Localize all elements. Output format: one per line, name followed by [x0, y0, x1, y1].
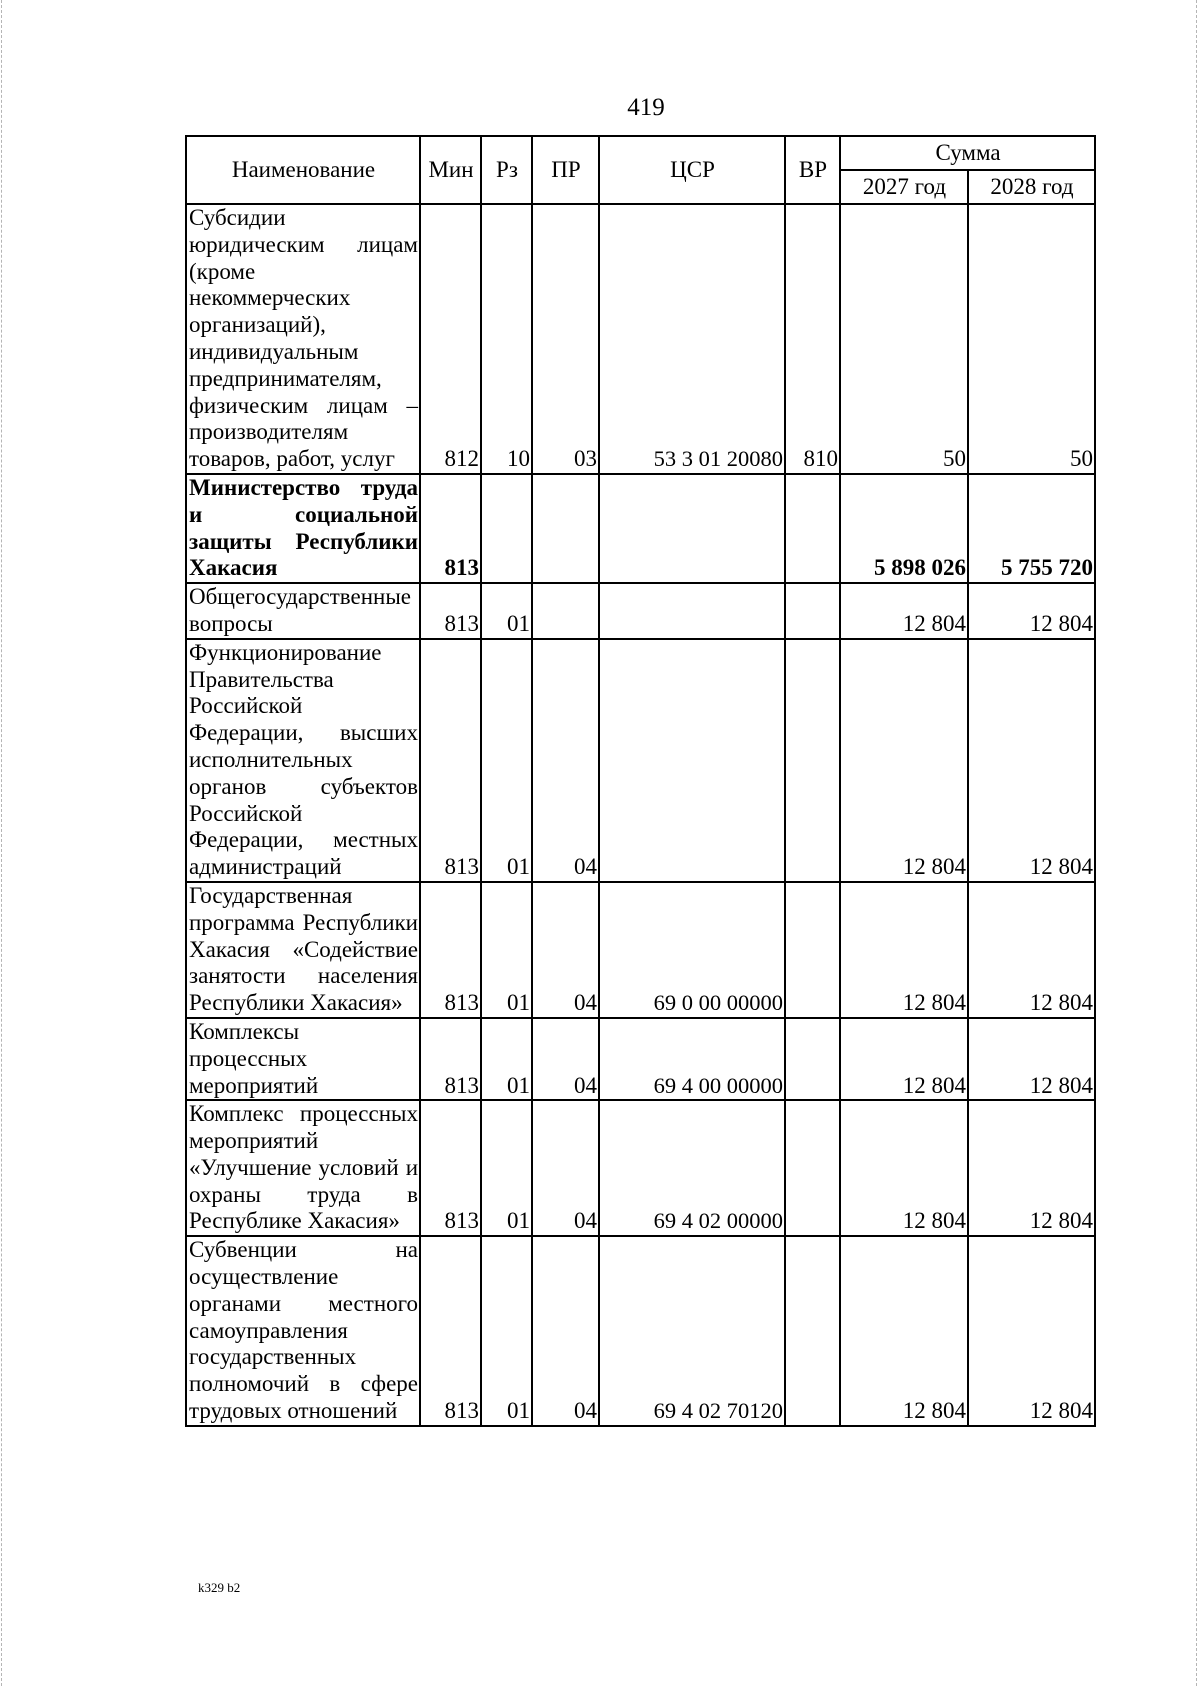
row-min: 812: [420, 204, 481, 474]
row-vr: [785, 639, 840, 882]
row-name: Комплексы процессных мероприятий: [186, 1018, 420, 1100]
row-2027: 50: [840, 204, 968, 474]
header-rz: Рз: [481, 136, 532, 204]
footer-document-code: k329 b2: [198, 1580, 241, 1595]
header-name: Наименование: [186, 136, 420, 204]
header-min: Мин: [420, 136, 481, 204]
table-row: [186, 639, 1095, 882]
row-rz: [481, 474, 532, 583]
row-2028: 12 804: [968, 1236, 1095, 1426]
table-header-row: [186, 136, 1095, 170]
row-2028: 12 804: [968, 882, 1095, 1018]
row-rz: 01: [481, 1100, 532, 1236]
row-vr: 810: [785, 204, 840, 474]
row-name: Государственная программа Республики Хакасия «Содействие занятости населения Республики Хакасия»: [186, 882, 420, 1018]
row-rz: 01: [481, 639, 532, 882]
row-2027: 5 898 026: [840, 474, 968, 583]
table-row: [186, 882, 1095, 1018]
table-row: [186, 204, 1095, 474]
table-row: [186, 1018, 1095, 1100]
row-name: Субвенции на осуществление органами местного самоуправления государственных полномочий в сфере трудовых отношений: [186, 1236, 420, 1426]
row-csr: 69 4 02 00000: [599, 1100, 785, 1236]
row-min: 813: [420, 639, 481, 882]
header-pr: ПР: [532, 136, 599, 204]
row-pr: [532, 474, 599, 583]
row-2028: 50: [968, 204, 1095, 474]
row-2027: 12 804: [840, 639, 968, 882]
row-pr: 04: [532, 882, 599, 1018]
row-rz: 01: [481, 882, 532, 1018]
row-min: 813: [420, 882, 481, 1018]
header-vr: ВР: [785, 136, 840, 204]
header-sum: Сумма: [840, 136, 1095, 170]
header-2028: 2028 год: [968, 170, 1095, 204]
row-name: Субсидии юридическим лицам (кроме некоммерческих организаций), индивидуальным предпринимателям, физическим лицам – производителям товаров, работ, услуг: [186, 204, 420, 474]
row-2028: 12 804: [968, 639, 1095, 882]
page-edge-left: [1, 0, 2, 1686]
table-row: [186, 1100, 1095, 1236]
row-2027: 12 804: [840, 882, 968, 1018]
row-pr: 04: [532, 1100, 599, 1236]
row-min: 813: [420, 474, 481, 583]
row-vr: [785, 1018, 840, 1100]
table-row: [186, 1236, 1095, 1426]
row-2028: 5 755 720: [968, 474, 1095, 583]
row-rz: 10: [481, 204, 532, 474]
row-vr: [785, 882, 840, 1018]
table-row: [186, 474, 1095, 583]
row-pr: 03: [532, 204, 599, 474]
row-pr: 04: [532, 1236, 599, 1426]
row-pr: 04: [532, 639, 599, 882]
row-csr: [599, 474, 785, 583]
header-2027: 2027 год: [840, 170, 968, 204]
row-name: Функционирование Правительства Российской Федерации, высших исполнительных органов субъектов Российской Федерации, местных администраций: [186, 639, 420, 882]
row-csr: [599, 639, 785, 882]
row-pr: [532, 583, 599, 639]
row-min: 813: [420, 1100, 481, 1236]
row-csr: 69 4 02 70120: [599, 1236, 785, 1426]
row-name: Общегосударственные вопросы: [186, 583, 420, 639]
row-2028: 12 804: [968, 583, 1095, 639]
row-vr: [785, 474, 840, 583]
row-csr: 69 0 00 00000: [599, 882, 785, 1018]
header-csr: ЦСР: [599, 136, 785, 204]
row-rz: 01: [481, 1018, 532, 1100]
row-vr: [785, 1100, 840, 1236]
row-2027: 12 804: [840, 583, 968, 639]
row-min: 813: [420, 1236, 481, 1426]
row-2028: 12 804: [968, 1018, 1095, 1100]
row-csr: 53 3 01 20080: [599, 204, 785, 474]
row-2027: 12 804: [840, 1018, 968, 1100]
row-2028: 12 804: [968, 1100, 1095, 1236]
row-pr: 04: [532, 1018, 599, 1100]
row-csr: [599, 583, 785, 639]
row-name: Министерство труда и социальной защиты Республики Хакасия: [186, 474, 420, 583]
row-csr: 69 4 00 00000: [599, 1018, 785, 1100]
row-min: 813: [420, 583, 481, 639]
page-edge-right: [1196, 0, 1197, 1686]
row-2027: 12 804: [840, 1236, 968, 1426]
row-rz: 01: [481, 583, 532, 639]
budget-table: [185, 135, 1096, 1427]
row-vr: [785, 583, 840, 639]
row-min: 813: [420, 1018, 481, 1100]
row-2027: 12 804: [840, 1100, 968, 1236]
row-vr: [785, 1236, 840, 1426]
row-rz: 01: [481, 1236, 532, 1426]
page-number: 419: [627, 94, 665, 121]
table-body: [186, 204, 1095, 1426]
row-name: Комплекс процессных мероприятий «Улучшение условий и охраны труда в Республике Хакасия»: [186, 1100, 420, 1236]
table-row: [186, 583, 1095, 639]
